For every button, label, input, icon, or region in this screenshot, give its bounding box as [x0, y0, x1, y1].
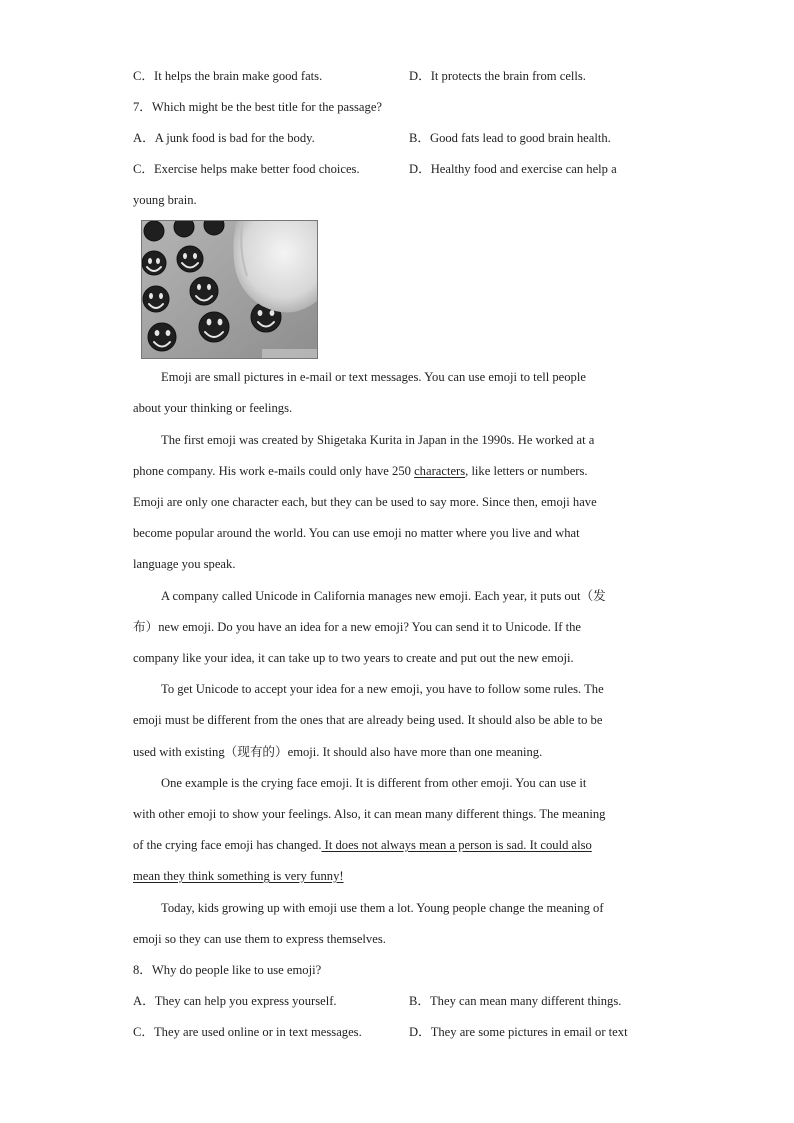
- q6-option-d: D．It protects the brain from cells.: [409, 69, 586, 83]
- passage-p6-line2: emoji so they can use them to express themselves.: [133, 932, 386, 946]
- passage-p6-line1: Today, kids growing up with emoji use them a lot. Young people change the meaning of: [161, 901, 604, 915]
- q7-question: 7．Which might be the best title for the passage?: [133, 100, 383, 114]
- passage-p2-line2-end: , like letters or numbers.: [465, 464, 588, 478]
- q8-option-c: C．They are used online or in text messages.: [133, 1025, 362, 1039]
- underlined-sentence: It does not always mean a person is sad. It could also: [321, 838, 592, 852]
- q8-option-b: B．They can mean many different things.: [409, 994, 622, 1008]
- passage-p4-line1: To get Unicode to accept your idea for a new emoji, you have to follow some rules. The: [161, 682, 604, 696]
- passage-p3-line1: A company called Unicode in California manages new emoji. Each year, it puts out（发: [161, 589, 606, 603]
- passage-p5-line1: One example is the crying face emoji. It is different from other emoji. You can use it: [161, 776, 587, 790]
- q8-option-a: A．They can help you express yourself.: [133, 994, 337, 1008]
- passage-p5-line3-start: of the crying face emoji has changed.: [133, 838, 322, 852]
- passage-p2-line2-start: phone company. His work e-mails could only have 250: [133, 464, 415, 478]
- passage-p3-line2: 布）new emoji. Do you have an idea for a new emoji? You can send it to Unicode. If the: [133, 620, 582, 634]
- q7-option-b: B．Good fats lead to good brain health.: [409, 131, 611, 145]
- q8-question: 8．Why do people like to use emoji?: [133, 963, 322, 977]
- q7-option-d-continued: young brain.: [133, 193, 197, 207]
- emoji-photo-graphic: [142, 221, 317, 358]
- passage-p5-line2: with other emoji to show your feelings. Also, it can mean many different things. The meaning: [133, 807, 606, 821]
- q6-option-c: C．It helps the brain make good fats.: [133, 69, 323, 83]
- passage-p2-line3: Emoji are only one character each, but they can be used to say more. Since then, emoji have: [133, 495, 597, 509]
- passage-p5-line3: [133, 837, 592, 853]
- passage-p4-line3: used with existing（现有的）emoji. It should also have more than one meaning.: [133, 745, 543, 759]
- q7-option-a: A．A junk food is bad for the body.: [133, 131, 315, 145]
- passage-p1-line1: Emoji are small pictures in e-mail or text messages. You can use emoji to tell people: [161, 370, 586, 384]
- q7-option-c: C．Exercise helps make better food choices.: [133, 162, 360, 176]
- underlined-word-characters: characters: [414, 464, 466, 478]
- q7-option-d: D．Healthy food and exercise can help a: [409, 162, 617, 176]
- passage-p2-line2: [133, 463, 588, 479]
- q8-option-d: D．They are some pictures in email or text: [409, 1025, 628, 1039]
- passage-p2-line4: become popular around the world. You can use emoji no matter where you live and what: [133, 526, 580, 540]
- passage-p2-line5: language you speak.: [133, 557, 236, 571]
- passage-p1-line2: about your thinking or feelings.: [133, 401, 293, 415]
- passage-p3-line3: company like your idea, it can take up to two years to create and put out the new emoji.: [133, 651, 574, 665]
- passage-p2-line1: The first emoji was created by Shigetaka Kurita in Japan in the 1990s. He worked at a: [161, 433, 595, 447]
- passage-p4-line2: emoji must be different from the ones that are already being used. It should also be able to be: [133, 713, 603, 727]
- passage-p5-line4-underlined: mean they think something is very funny!: [133, 869, 344, 883]
- emoji-photo: [141, 220, 318, 359]
